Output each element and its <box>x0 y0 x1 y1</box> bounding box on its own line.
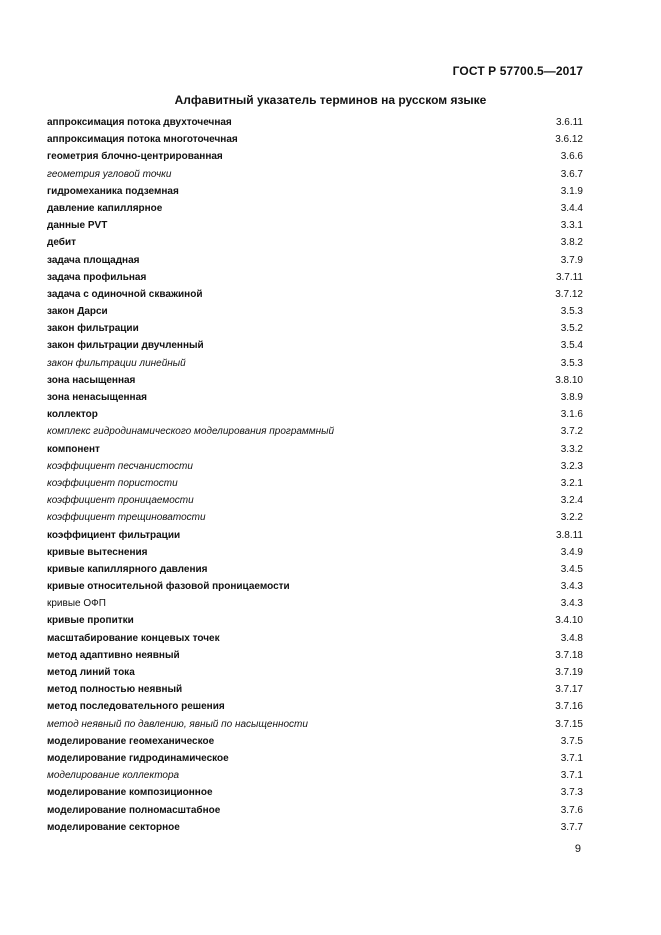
index-term: компонент <box>47 443 100 455</box>
index-entry <box>47 681 583 698</box>
index-reference: 3.5.3 <box>560 357 583 369</box>
index-entry <box>47 337 583 354</box>
index-reference: 3.7.12 <box>555 288 583 300</box>
index-reference: 3.7.9 <box>560 254 583 266</box>
index-reference: 3.8.9 <box>560 392 583 403</box>
index-term: моделирование секторное <box>47 821 180 833</box>
index-term: задача с одиночной скважиной <box>47 288 203 300</box>
index-entry <box>47 509 583 526</box>
index-entry <box>47 441 583 458</box>
index-reference: 3.4.9 <box>560 546 583 558</box>
index-term: моделирование полномасштабное <box>47 804 221 816</box>
index-entry <box>47 544 583 561</box>
index-entry <box>47 612 583 629</box>
index-entry <box>47 733 583 750</box>
index-reference: 3.8.10 <box>555 374 583 386</box>
index-term: комплекс гидродинамического моделирования программный <box>47 426 335 438</box>
index-entry <box>47 802 583 819</box>
index-entry <box>47 767 583 784</box>
index-term: геометрия угловой точки <box>47 168 172 180</box>
index-entry <box>47 252 583 269</box>
index-entry <box>47 423 583 440</box>
index-reference: 3.5.3 <box>560 306 583 318</box>
index-term: задача профильная <box>47 271 147 283</box>
index-entry <box>47 372 583 389</box>
index-term: задача площадная <box>47 254 140 266</box>
index-term: аппроксимация потока многоточечная <box>47 134 238 146</box>
index-reference: 3.6.12 <box>555 134 583 146</box>
page-title: Алфавитный указатель терминов на русском языке <box>174 93 487 107</box>
index-term: геометрия блочно-центрированная <box>47 151 223 163</box>
index-reference: 3.4.3 <box>560 598 583 610</box>
index-term: масштабирование концевых точек <box>47 632 220 644</box>
index-term: коэффициент трещиноватости <box>47 512 206 524</box>
index-reference: 3.6.11 <box>555 117 583 128</box>
index-reference: 3.3.1 <box>560 220 583 232</box>
index-term: коэффициент пористости <box>47 477 178 489</box>
index-entry <box>47 286 583 303</box>
index-reference: 3.6.6 <box>560 151 583 163</box>
index-entry <box>47 320 583 337</box>
index-entry <box>47 269 583 286</box>
index-term: метод последовательного решения <box>47 701 225 713</box>
index-reference: 3.7.11 <box>555 271 583 283</box>
index-entry <box>47 784 583 801</box>
term-index-list <box>47 114 583 836</box>
index-term: закон фильтрации <box>47 323 139 335</box>
index-reference: 3.7.2 <box>560 426 583 438</box>
index-term: моделирование геомеханическое <box>47 735 215 747</box>
index-entry <box>47 630 583 647</box>
index-term: гидромеханика подземная <box>47 185 179 197</box>
index-term: кривые капиллярного давления <box>47 563 208 575</box>
index-reference: 3.7.6 <box>560 804 583 816</box>
index-reference: 3.7.3 <box>560 787 583 799</box>
index-reference: 3.7.15 <box>555 718 583 730</box>
index-term: моделирование коллектора <box>47 770 180 782</box>
index-reference: 3.4.10 <box>555 615 583 627</box>
index-term: дебит <box>47 237 76 249</box>
index-reference: 3.3.2 <box>560 443 583 455</box>
index-entry <box>47 492 583 509</box>
index-term: метод линий тока <box>47 667 135 678</box>
index-entry <box>47 475 583 492</box>
index-reference: 3.5.4 <box>560 340 583 352</box>
index-term: метод полностью неявный <box>47 684 183 696</box>
index-term: зона ненасыщенная <box>47 392 147 403</box>
index-entry <box>47 114 583 131</box>
index-entry <box>47 561 583 578</box>
index-entry <box>47 200 583 217</box>
index-reference: 3.4.4 <box>560 202 583 214</box>
index-entry <box>47 578 583 595</box>
index-term: данные PVT <box>47 220 108 232</box>
index-entry <box>47 595 583 612</box>
index-reference: 3.2.2 <box>560 512 583 524</box>
index-reference: 3.4.5 <box>560 563 583 575</box>
index-reference: 3.8.11 <box>555 529 583 541</box>
index-term: давление капиллярное <box>47 202 163 214</box>
index-entry <box>47 406 583 423</box>
index-entry <box>47 303 583 320</box>
index-entry <box>47 355 583 372</box>
index-reference: 3.7.5 <box>560 735 583 747</box>
index-entry <box>47 647 583 664</box>
index-term: коэффициент фильтрации <box>47 529 181 541</box>
index-reference: 3.1.9 <box>560 185 583 197</box>
index-term: зона насыщенная <box>47 374 136 386</box>
index-entry <box>47 234 583 251</box>
index-reference: 3.7.16 <box>555 701 583 713</box>
index-term: коэффициент песчанистости <box>47 460 193 472</box>
index-term: закон фильтрации двучленный <box>47 340 204 352</box>
index-term: закон Дарси <box>47 306 108 318</box>
index-entry <box>47 148 583 165</box>
index-reference: 3.7.19 <box>555 667 583 678</box>
index-term: моделирование гидродинамическое <box>47 752 229 764</box>
index-term: закон фильтрации линейный <box>47 357 186 369</box>
index-term: кривые ОФП <box>47 598 106 610</box>
index-reference: 3.4.3 <box>560 581 583 593</box>
index-term: аппроксимация потока двухточечная <box>47 117 232 128</box>
index-entry <box>47 698 583 715</box>
index-entry <box>47 389 583 406</box>
index-term: кривые пропитки <box>47 615 134 627</box>
index-term: коллектор <box>47 409 98 421</box>
index-entry <box>47 664 583 681</box>
index-entry <box>47 217 583 234</box>
index-term: моделирование композиционное <box>47 787 213 799</box>
index-term: метод неявный по давлению, явный по насыщенности <box>47 718 308 730</box>
index-reference: 3.2.4 <box>560 495 583 507</box>
index-reference: 3.2.1 <box>560 477 583 489</box>
index-entry <box>47 750 583 767</box>
index-term: кривые относительной фазовой проницаемости <box>47 581 290 593</box>
index-entry <box>47 458 583 475</box>
index-entry <box>47 716 583 733</box>
index-entry <box>47 527 583 544</box>
index-term: кривые вытеснения <box>47 546 148 558</box>
document-code: ГОСТ Р 57700.5—2017 <box>452 64 583 78</box>
index-reference: 3.2.3 <box>560 460 583 472</box>
index-reference: 3.6.7 <box>560 168 583 180</box>
index-reference: 3.7.18 <box>555 649 583 661</box>
page-number: 9 <box>574 843 581 855</box>
index-reference: 3.7.17 <box>555 684 583 696</box>
index-reference: 3.8.2 <box>560 237 583 249</box>
index-entry <box>47 166 583 183</box>
index-reference: 3.7.1 <box>560 770 583 782</box>
index-entry <box>47 183 583 200</box>
index-reference: 3.4.8 <box>560 632 583 644</box>
index-reference: 3.1.6 <box>560 409 583 421</box>
index-reference: 3.7.7 <box>560 821 583 833</box>
index-entry <box>47 131 583 148</box>
index-term: коэффициент проницаемости <box>47 495 194 507</box>
index-reference: 3.7.1 <box>560 752 583 764</box>
index-reference: 3.5.2 <box>560 323 583 335</box>
index-entry <box>47 819 583 836</box>
index-term: метод адаптивно неявный <box>47 649 180 661</box>
